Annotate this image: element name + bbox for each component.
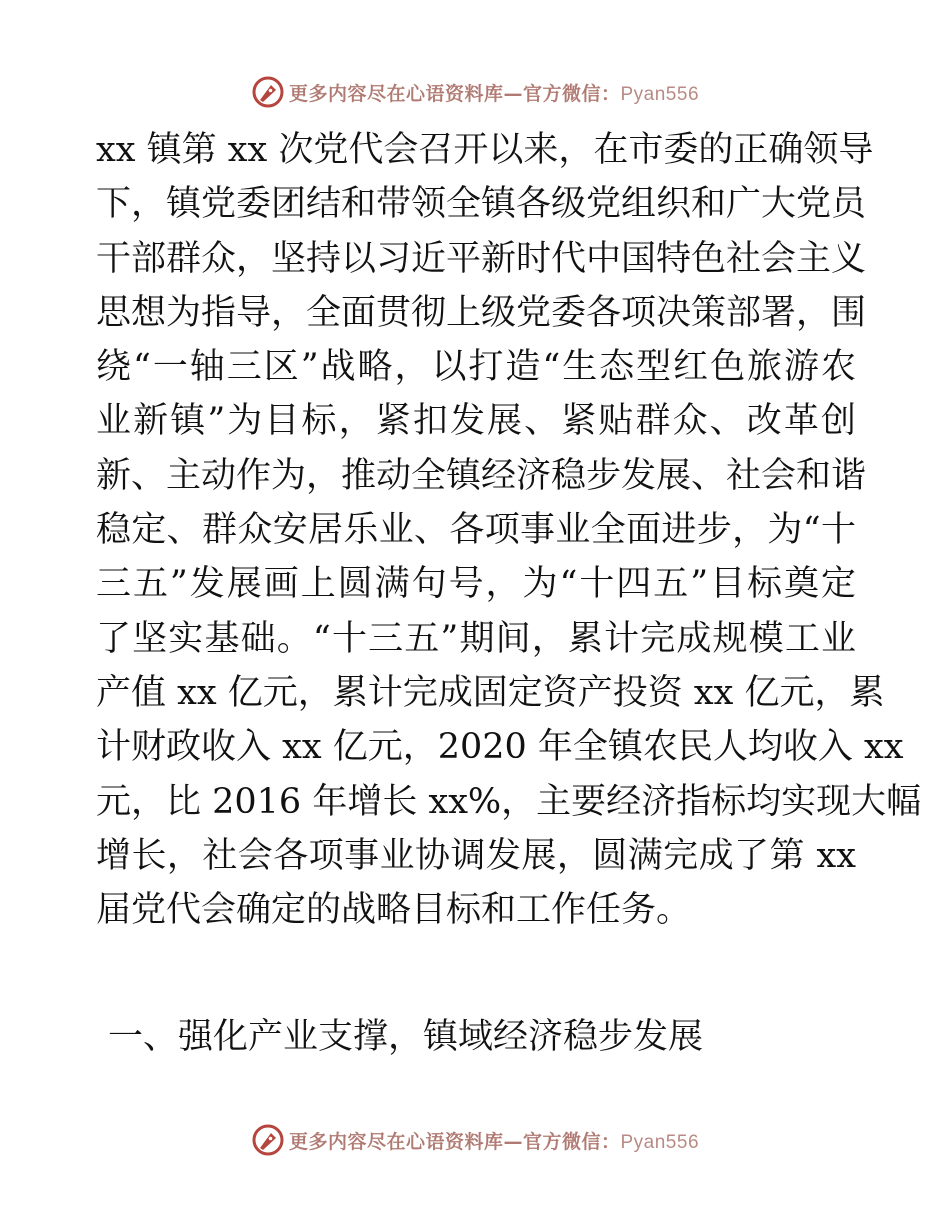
text-line: 稳定、群众安居乐业、各项事业全面进步，为“十 — [96, 510, 856, 551]
text-line: 思想为指导，全面贯彻上级党委各项决策部署，围 — [96, 292, 867, 333]
body-text — [96, 123, 922, 937]
text-line: 元，比 2016 年增长 xx%，主要经济指标均实现大幅 — [96, 781, 922, 822]
text-line: 了坚实基础。“十三五”期间，累计完成规模工业 — [96, 618, 856, 659]
text-line: xx 镇第 xx 次党代会召开以来，在市委的正确领导 — [96, 130, 874, 170]
pen-nib-circle-icon — [251, 75, 285, 109]
watermark-text: 更多内容尽在心语资料库—官方微信：Pyan556 — [288, 82, 700, 105]
text-line: 增长，社会各项事业协调发展，圆满完成了第 xx — [96, 835, 856, 876]
text-line: 届党代会确定的战略目标和工作任务。 — [96, 890, 692, 931]
watermark-text: 更多内容尽在心语资料库—官方微信：Pyan556 — [288, 1130, 700, 1153]
text-line: 下，镇党委团结和带领全镇各级党组织和广大党员 — [96, 184, 867, 225]
text-line: 产值 xx 亿元，累计完成固定资产投资 xx 亿元，累 — [96, 672, 885, 713]
text-line: 新、主动作为，推动全镇经济稳步发展、社会和谐 — [96, 455, 867, 496]
section-heading: 一、强化产业支撑，镇域经济稳步发展 — [108, 1017, 704, 1057]
text-line: 三五”发展画上圆满句号，为“十四五”目标奠定 — [96, 564, 856, 605]
header-watermark — [0, 72, 950, 112]
text-line: 绕“一轴三区”战略，以打造“生态型红色旅游农 — [96, 347, 856, 388]
text-line: 计财政收入 xx 亿元，2020 年全镇农民人均收入 xx — [96, 727, 904, 768]
pen-nib-circle-icon — [251, 1123, 285, 1157]
footer-watermark — [0, 1120, 950, 1160]
text-line: 业新镇”为目标，紧扣发展、紧贴群众、改革创 — [96, 401, 856, 442]
text-line: 干部群众，坚持以习近平新时代中国特色社会主义 — [96, 238, 867, 279]
